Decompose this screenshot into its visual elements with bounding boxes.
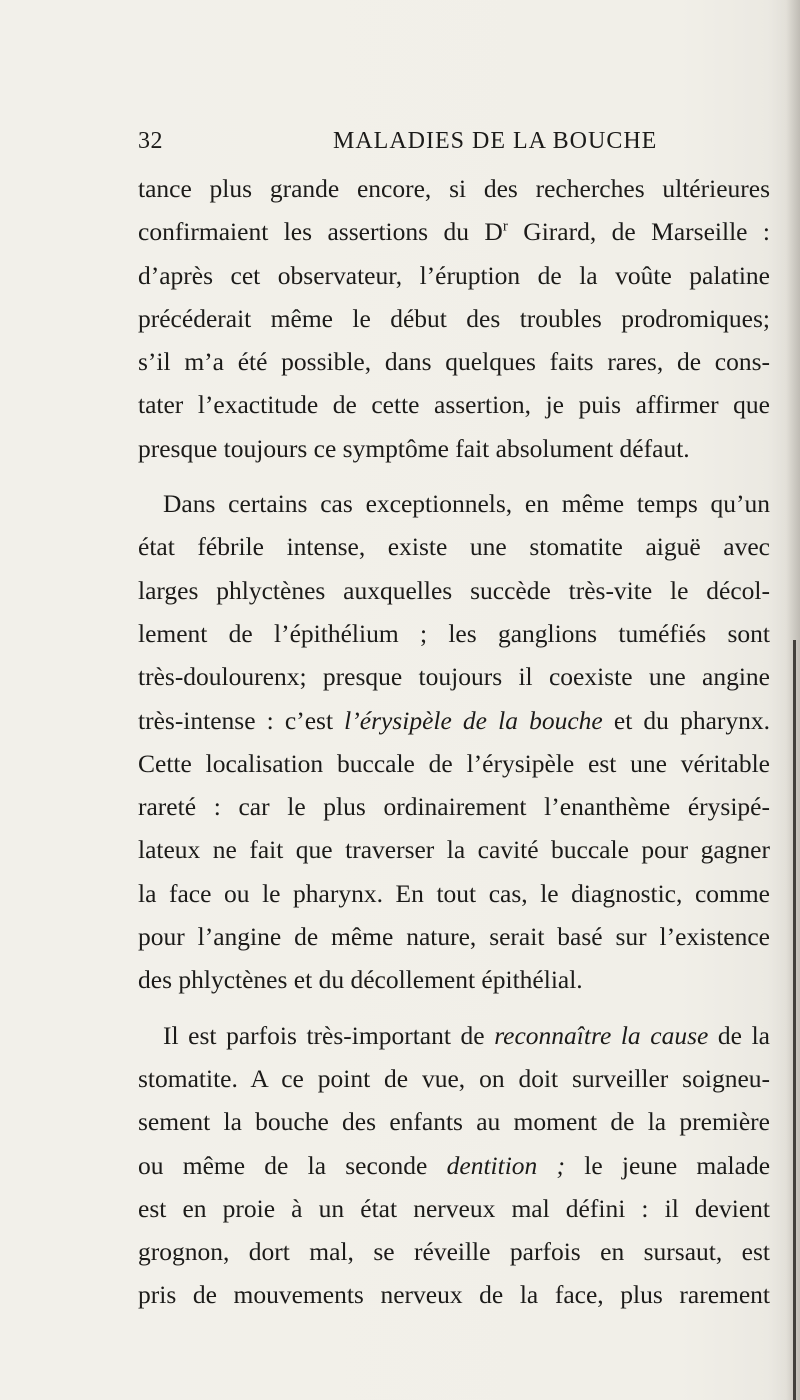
paragraph-1 — [138, 167, 770, 470]
italic-span: dentition ; — [446, 1150, 566, 1180]
text-line: tance plus grande encore, si des recherches ultérieures — [138, 174, 770, 203]
text-line: précéderait même le début des troubles prodromiques; — [138, 303, 770, 333]
page-header — [138, 128, 770, 160]
text-line: lateux ne fait que traverser la cavité buccale pour gagner — [138, 835, 770, 865]
text-line: d’après cet observateur, l’éruption de la voûte palatine — [138, 260, 770, 290]
text-line: pris de mouvements nerveux de la face, plus rarement — [138, 1280, 770, 1310]
text-line — [138, 1144, 770, 1187]
text-line: sement la bouche des enfants au moment de la première — [138, 1107, 770, 1137]
text-line: est en proie à un état nerveux mal défini : il devient — [138, 1193, 770, 1223]
italic-span: reconnaître la cause — [494, 1020, 709, 1050]
text-line: stomatite. A ce point de vue, on doit surveiller soigneu- — [138, 1063, 770, 1093]
text-line: grognon, dort mal, se réveille parfois en sursaut, est — [138, 1237, 770, 1267]
text-line: Cette localisation buccale de l’érysipèle est une véritable — [138, 748, 770, 778]
text-line: la face ou le pharynx. En tout cas, le diagnostic, comme — [138, 878, 770, 908]
text-line: presque toujours ce symptôme fait absolument défaut. — [138, 433, 690, 463]
text-span: de la — [708, 1020, 770, 1050]
text-line — [138, 699, 770, 742]
paragraph-3 — [138, 1014, 770, 1317]
paragraph-gap — [138, 1002, 770, 1014]
text-span: Girard, de Marseille : — [507, 217, 770, 247]
page-edge-line — [793, 640, 796, 1400]
text-line — [138, 210, 770, 253]
running-title: MALADIES DE LA BOUCHE — [333, 128, 658, 154]
text-span: le jeune malade — [565, 1150, 771, 1180]
text-span: et du pharynx. — [602, 705, 770, 735]
text-line: rareté : car le plus ordinairement l’enanthème érysipé- — [138, 792, 770, 822]
text-line: s’il m’a été possible, dans quelques faits rares, de cons- — [138, 347, 770, 377]
paragraph-gap — [138, 470, 770, 482]
text-line: larges phlyctènes auxquelles succède très-vite le décol- — [138, 575, 770, 605]
text-span: Il est parfois très-important de — [163, 1020, 495, 1050]
text-span: ou même de la seconde — [138, 1150, 447, 1180]
body-text — [138, 167, 770, 1317]
superscript: r — [502, 218, 508, 235]
text-span: confirmaient les assertions du D — [138, 217, 503, 247]
text-line — [138, 1014, 770, 1057]
text-span: très-intense : c’est — [138, 705, 345, 735]
text-line: pour l’angine de même nature, serait basé sur l’existence — [138, 922, 770, 952]
page-number: 32 — [138, 128, 163, 154]
italic-span: l’érysipèle de la bouche — [344, 705, 603, 735]
text-line: très-doulourenx; presque toujours il coexiste une angine — [138, 662, 770, 692]
text-line: tater l’exactitude de cette assertion, je puis affirmer que — [138, 390, 770, 420]
paragraph-2 — [138, 482, 770, 1002]
text-line: Dans certains cas exceptionnels, en même temps qu’un — [163, 489, 770, 519]
text-line: état fébrile intense, existe une stomatite aiguë avec — [138, 532, 770, 562]
text-line: lement de l’épithélium ; les ganglions tuméfiés sont — [138, 618, 770, 648]
text-line: des phlyctènes et du décollement épithélial. — [138, 965, 583, 995]
